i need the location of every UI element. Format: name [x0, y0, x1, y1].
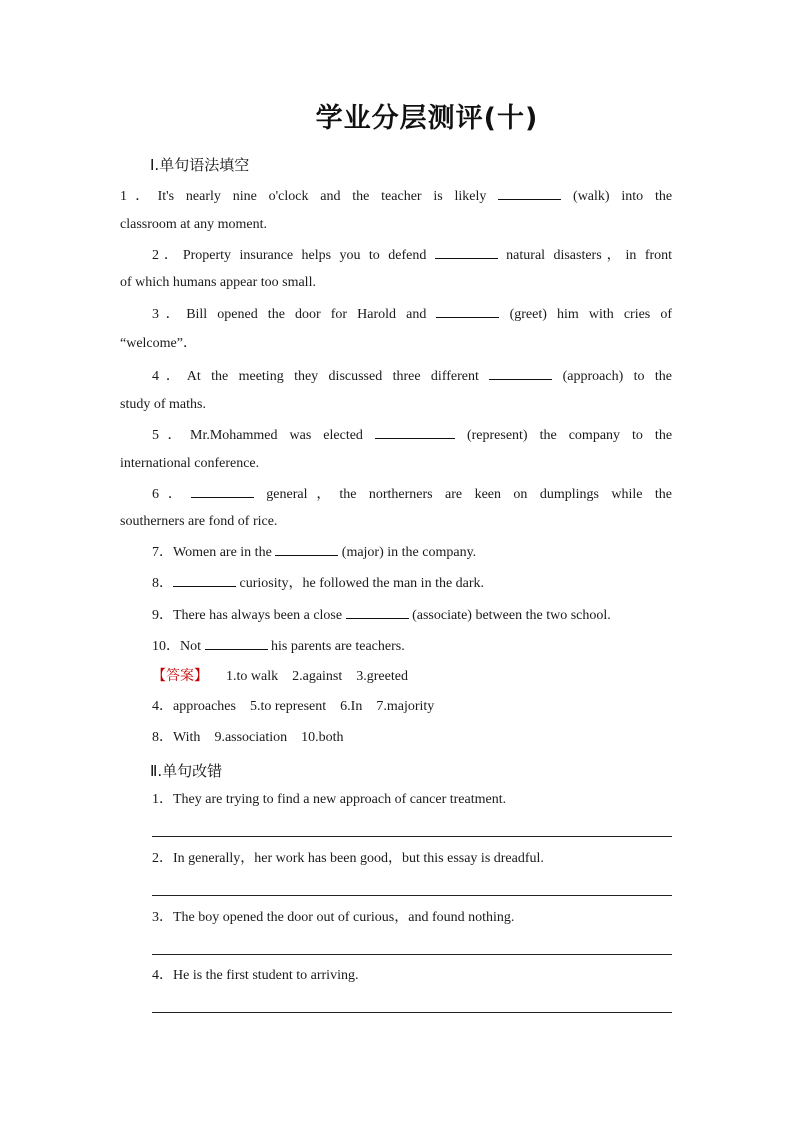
- question-number: 9．: [152, 608, 173, 623]
- question-text: his parents are teachers.: [271, 639, 405, 654]
- answer-blank[interactable]: [205, 636, 268, 650]
- section-heading-grammar-fill: Ⅰ.单句语法填空: [150, 156, 250, 174]
- question-5-continued: international conference.: [120, 456, 260, 471]
- correction-item-1: 1．They are trying to find a new approach of cancer treatment.: [152, 792, 507, 807]
- question-number: 1．: [120, 189, 158, 204]
- answer-line-3: 8．With 9.association 10.both: [152, 730, 344, 745]
- question-6-continued: southerners are fond of rice.: [120, 514, 278, 529]
- answer-label: 【答案】: [152, 668, 208, 684]
- page-title: 学业分层测评(十): [315, 103, 539, 134]
- question-3: [152, 304, 672, 324]
- correction-item-2: 2．In generally，her work has been good，but this essay is dreadful.: [152, 851, 544, 866]
- question-2-continued: of which humans appear too small.: [120, 275, 316, 290]
- answer-line[interactable]: [152, 1012, 672, 1013]
- question-text: Mr.Mohammed was elected: [190, 428, 363, 443]
- question-text: (approach) to the: [562, 369, 673, 384]
- question-text: There has always been a close: [173, 608, 343, 623]
- correction-item-4: 4．He is the first student to arriving.: [152, 968, 359, 983]
- question-text: (greet) him with cries of: [509, 307, 672, 322]
- answer-blank[interactable]: [489, 366, 552, 380]
- question-2: [152, 245, 672, 265]
- question-number: 2．: [152, 248, 183, 263]
- answer-line-2: 4．approaches 5.to represent 6.In 7.majority: [152, 699, 435, 714]
- question-text: (walk) into the: [573, 189, 673, 204]
- question-number: 4．: [152, 369, 187, 384]
- question-text: Not: [180, 639, 201, 654]
- question-text: At the meeting they discussed three different: [186, 369, 479, 384]
- correction-item-3: 3．The boy opened the door out of curious，and found nothing.: [152, 910, 515, 925]
- question-text: (represent) the company to the: [466, 428, 673, 443]
- answer-blank[interactable]: [436, 304, 499, 318]
- question-7: [152, 542, 476, 562]
- question-text: general，the northerners are keen on dumplings while the: [266, 487, 673, 502]
- question-10: [152, 636, 405, 656]
- answer-blank[interactable]: [375, 425, 455, 439]
- question-1: [120, 186, 672, 206]
- question-4-continued: study of maths.: [120, 397, 206, 412]
- answer-blank[interactable]: [498, 186, 561, 200]
- question-text: Bill opened the door for Harold and: [186, 307, 427, 322]
- answer-blank[interactable]: [275, 542, 338, 556]
- answer-line[interactable]: [152, 836, 672, 837]
- question-6: [152, 484, 672, 504]
- answer-blank[interactable]: [346, 605, 409, 619]
- question-text: (major) in the company.: [341, 545, 477, 560]
- question-number: 5．: [152, 428, 191, 443]
- section-heading-error-correction: Ⅱ.单句改错: [150, 762, 223, 780]
- question-text: (associate) between the two school.: [412, 608, 611, 623]
- answer-line[interactable]: [152, 954, 672, 955]
- question-5: [152, 425, 672, 445]
- question-number: 3．: [152, 307, 187, 322]
- question-text: Property insurance helps you to defend: [182, 248, 427, 263]
- question-number: 7．: [152, 545, 173, 560]
- answer-line-1: 【答案】 1.to walk 2.against 3.greeted: [152, 668, 408, 684]
- question-number: 10．: [152, 639, 180, 654]
- question-number: 6．: [152, 487, 191, 502]
- question-number: 8．: [152, 576, 173, 591]
- answer-blank[interactable]: [191, 484, 254, 498]
- question-text: curiosity，he followed the man in the dark.: [239, 576, 485, 591]
- question-text: Women are in the: [173, 545, 272, 560]
- answer-blank[interactable]: [173, 573, 236, 587]
- question-text: It's nearly nine o'clock and the teacher is likely: [157, 189, 487, 204]
- question-3-continued: “welcome”．: [120, 336, 197, 351]
- question-4: [152, 366, 672, 386]
- question-8: [152, 573, 484, 593]
- question-1-continued: classroom at any moment.: [120, 217, 267, 232]
- answer-line[interactable]: [152, 895, 672, 896]
- question-text: natural disasters，in front: [506, 248, 673, 263]
- answer-blank[interactable]: [435, 245, 498, 259]
- question-9: [152, 605, 611, 625]
